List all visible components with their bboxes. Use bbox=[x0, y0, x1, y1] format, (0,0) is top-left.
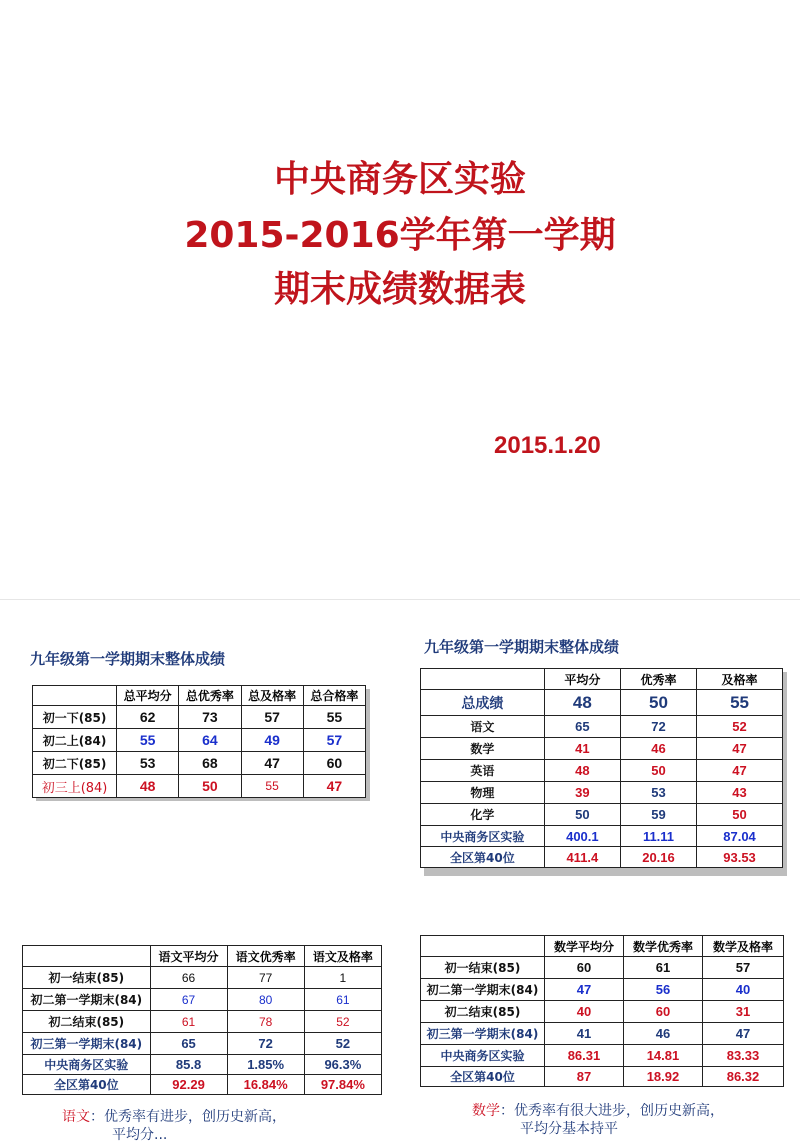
value-cell: 40 bbox=[702, 979, 783, 1001]
cover-title-line-1: 中央商务区实验 bbox=[273, 159, 526, 200]
value-cell: 18.92 bbox=[623, 1067, 702, 1087]
row-label: 初三上(84) bbox=[33, 775, 117, 798]
row-label: 初二下(85) bbox=[33, 752, 117, 775]
value-cell: 14.81 bbox=[623, 1045, 702, 1067]
value-cell: 60 bbox=[303, 752, 365, 775]
value-cell: 40 bbox=[544, 1001, 623, 1023]
row-label: 中央商务区实验 bbox=[23, 1055, 151, 1075]
row-label: 英语 bbox=[421, 760, 545, 782]
value-cell: 93.53 bbox=[697, 847, 783, 868]
math-note-text: ：优秀率有很大进步，创历史新高， bbox=[500, 1103, 724, 1119]
value-cell: 60 bbox=[544, 957, 623, 979]
value-cell: 68 bbox=[179, 752, 241, 775]
row-label: 语文 bbox=[421, 716, 545, 738]
value-cell: 52 bbox=[304, 1033, 381, 1055]
value-cell: 72 bbox=[227, 1033, 304, 1055]
value-cell: 48 bbox=[544, 760, 620, 782]
value-cell: 50 bbox=[179, 775, 241, 798]
row-label: 初三第一学期末(84) bbox=[23, 1033, 151, 1055]
row-label: 初二第一学期末(84) bbox=[23, 989, 151, 1011]
value-cell: 50 bbox=[620, 760, 696, 782]
header-cell bbox=[23, 946, 151, 967]
value-cell: 41 bbox=[544, 738, 620, 760]
header-cell: 语文平均分 bbox=[150, 946, 227, 967]
header-cell bbox=[421, 669, 545, 690]
value-cell: 48 bbox=[117, 775, 179, 798]
header-cell: 总及格率 bbox=[241, 686, 303, 706]
value-cell: 78 bbox=[227, 1011, 304, 1033]
value-cell: 52 bbox=[697, 716, 783, 738]
row-label: 初一结束(85) bbox=[23, 967, 151, 989]
value-cell: 62 bbox=[117, 706, 179, 729]
header-cell bbox=[421, 936, 545, 957]
row-label: 初二第一学期末(84) bbox=[421, 979, 545, 1001]
value-cell: 55 bbox=[241, 775, 303, 798]
value-cell: 47 bbox=[702, 1023, 783, 1045]
math-note-line2: 平均分基本持平 bbox=[520, 1121, 618, 1137]
value-cell: 66 bbox=[150, 967, 227, 989]
row-label: 初二上(84) bbox=[33, 729, 117, 752]
math-table bbox=[420, 935, 784, 1087]
value-cell: 61 bbox=[150, 1011, 227, 1033]
header-cell: 总优秀率 bbox=[179, 686, 241, 706]
value-cell: 57 bbox=[303, 729, 365, 752]
value-cell: 50 bbox=[697, 804, 783, 826]
value-cell: 55 bbox=[697, 690, 783, 716]
row-label: 化学 bbox=[421, 804, 545, 826]
header-cell: 及格率 bbox=[697, 669, 783, 690]
value-cell: 65 bbox=[544, 716, 620, 738]
cover-date: 2015.1.20 bbox=[494, 432, 601, 459]
row-label: 全区第40位 bbox=[421, 1067, 545, 1087]
value-cell: 55 bbox=[117, 729, 179, 752]
header-cell: 语文优秀率 bbox=[227, 946, 304, 967]
row-label: 初一结束(85) bbox=[421, 957, 545, 979]
value-cell: 48 bbox=[544, 690, 620, 716]
row-label: 物理 bbox=[421, 782, 545, 804]
value-cell: 47 bbox=[303, 775, 365, 798]
value-cell: 64 bbox=[179, 729, 241, 752]
value-cell: 11.11 bbox=[620, 826, 696, 847]
header-cell: 数学及格率 bbox=[702, 936, 783, 957]
value-cell: 46 bbox=[623, 1023, 702, 1045]
right-overall-title: 九年级第一学期期末整体成绩 bbox=[424, 638, 620, 656]
value-cell: 400.1 bbox=[544, 826, 620, 847]
value-cell: 47 bbox=[241, 752, 303, 775]
value-cell: 411.4 bbox=[544, 847, 620, 868]
value-cell: 50 bbox=[544, 804, 620, 826]
value-cell: 80 bbox=[227, 989, 304, 1011]
value-cell: 43 bbox=[697, 782, 783, 804]
header-cell: 总平均分 bbox=[117, 686, 179, 706]
value-cell: 56 bbox=[623, 979, 702, 1001]
value-cell: 96.3% bbox=[304, 1055, 381, 1075]
value-cell: 46 bbox=[620, 738, 696, 760]
header-cell bbox=[33, 686, 117, 706]
value-cell: 86.32 bbox=[702, 1067, 783, 1087]
right-overall-table bbox=[420, 668, 783, 868]
value-cell: 61 bbox=[304, 989, 381, 1011]
chinese-note-line2: 平均分... bbox=[112, 1127, 168, 1143]
row-label: 总成绩 bbox=[421, 690, 545, 716]
value-cell: 65 bbox=[150, 1033, 227, 1055]
value-cell: 57 bbox=[702, 957, 783, 979]
row-label: 全区第40位 bbox=[23, 1075, 151, 1095]
math-note bbox=[472, 1100, 724, 1120]
row-label: 数学 bbox=[421, 738, 545, 760]
chinese-note-key: 语文 bbox=[62, 1109, 90, 1125]
header-cell: 数学优秀率 bbox=[623, 936, 702, 957]
row-label: 全区第40位 bbox=[421, 847, 545, 868]
value-cell: 85.8 bbox=[150, 1055, 227, 1075]
value-cell: 57 bbox=[241, 706, 303, 729]
value-cell: 1 bbox=[304, 967, 381, 989]
value-cell: 49 bbox=[241, 729, 303, 752]
value-cell: 16.84% bbox=[227, 1075, 304, 1095]
value-cell: 1.85% bbox=[227, 1055, 304, 1075]
value-cell: 41 bbox=[544, 1023, 623, 1045]
value-cell: 53 bbox=[620, 782, 696, 804]
header-cell: 总合格率 bbox=[303, 686, 365, 706]
value-cell: 60 bbox=[623, 1001, 702, 1023]
value-cell: 86.31 bbox=[544, 1045, 623, 1067]
row-label: 初三第一学期末(84) bbox=[421, 1023, 545, 1045]
left-overall-title: 九年级第一学期期末整体成绩 bbox=[30, 650, 226, 668]
value-cell: 87.04 bbox=[697, 826, 783, 847]
value-cell: 47 bbox=[544, 979, 623, 1001]
value-cell: 87 bbox=[544, 1067, 623, 1087]
row-label: 中央商务区实验 bbox=[421, 826, 545, 847]
value-cell: 97.84% bbox=[304, 1075, 381, 1095]
chinese-table bbox=[22, 945, 382, 1095]
header-cell: 语文及格率 bbox=[304, 946, 381, 967]
value-cell: 52 bbox=[304, 1011, 381, 1033]
value-cell: 39 bbox=[544, 782, 620, 804]
value-cell: 72 bbox=[620, 716, 696, 738]
value-cell: 77 bbox=[227, 967, 304, 989]
cover-title-line-2: 2015-2016学年第一学期 bbox=[184, 215, 616, 256]
value-cell: 55 bbox=[303, 706, 365, 729]
value-cell: 83.33 bbox=[702, 1045, 783, 1067]
value-cell: 59 bbox=[620, 804, 696, 826]
header-cell: 优秀率 bbox=[620, 669, 696, 690]
left-overall-table bbox=[32, 685, 366, 798]
value-cell: 61 bbox=[623, 957, 702, 979]
math-note-key: 数学 bbox=[472, 1103, 500, 1119]
value-cell: 31 bbox=[702, 1001, 783, 1023]
value-cell: 73 bbox=[179, 706, 241, 729]
cover-title-line-3: 期末成绩数据表 bbox=[273, 269, 526, 310]
row-label: 初二结束(85) bbox=[421, 1001, 545, 1023]
value-cell: 67 bbox=[150, 989, 227, 1011]
value-cell: 47 bbox=[697, 760, 783, 782]
chinese-note-text: ：优秀率有进步，创历史新高， bbox=[90, 1109, 286, 1125]
value-cell: 20.16 bbox=[620, 847, 696, 868]
header-cell: 平均分 bbox=[544, 669, 620, 690]
chinese-note bbox=[62, 1106, 286, 1126]
row-label: 初二结束(85) bbox=[23, 1011, 151, 1033]
value-cell: 47 bbox=[697, 738, 783, 760]
value-cell: 50 bbox=[620, 690, 696, 716]
row-label: 初一下(85) bbox=[33, 706, 117, 729]
value-cell: 92.29 bbox=[150, 1075, 227, 1095]
row-label: 中央商务区实验 bbox=[421, 1045, 545, 1067]
header-cell: 数学平均分 bbox=[544, 936, 623, 957]
value-cell: 53 bbox=[117, 752, 179, 775]
